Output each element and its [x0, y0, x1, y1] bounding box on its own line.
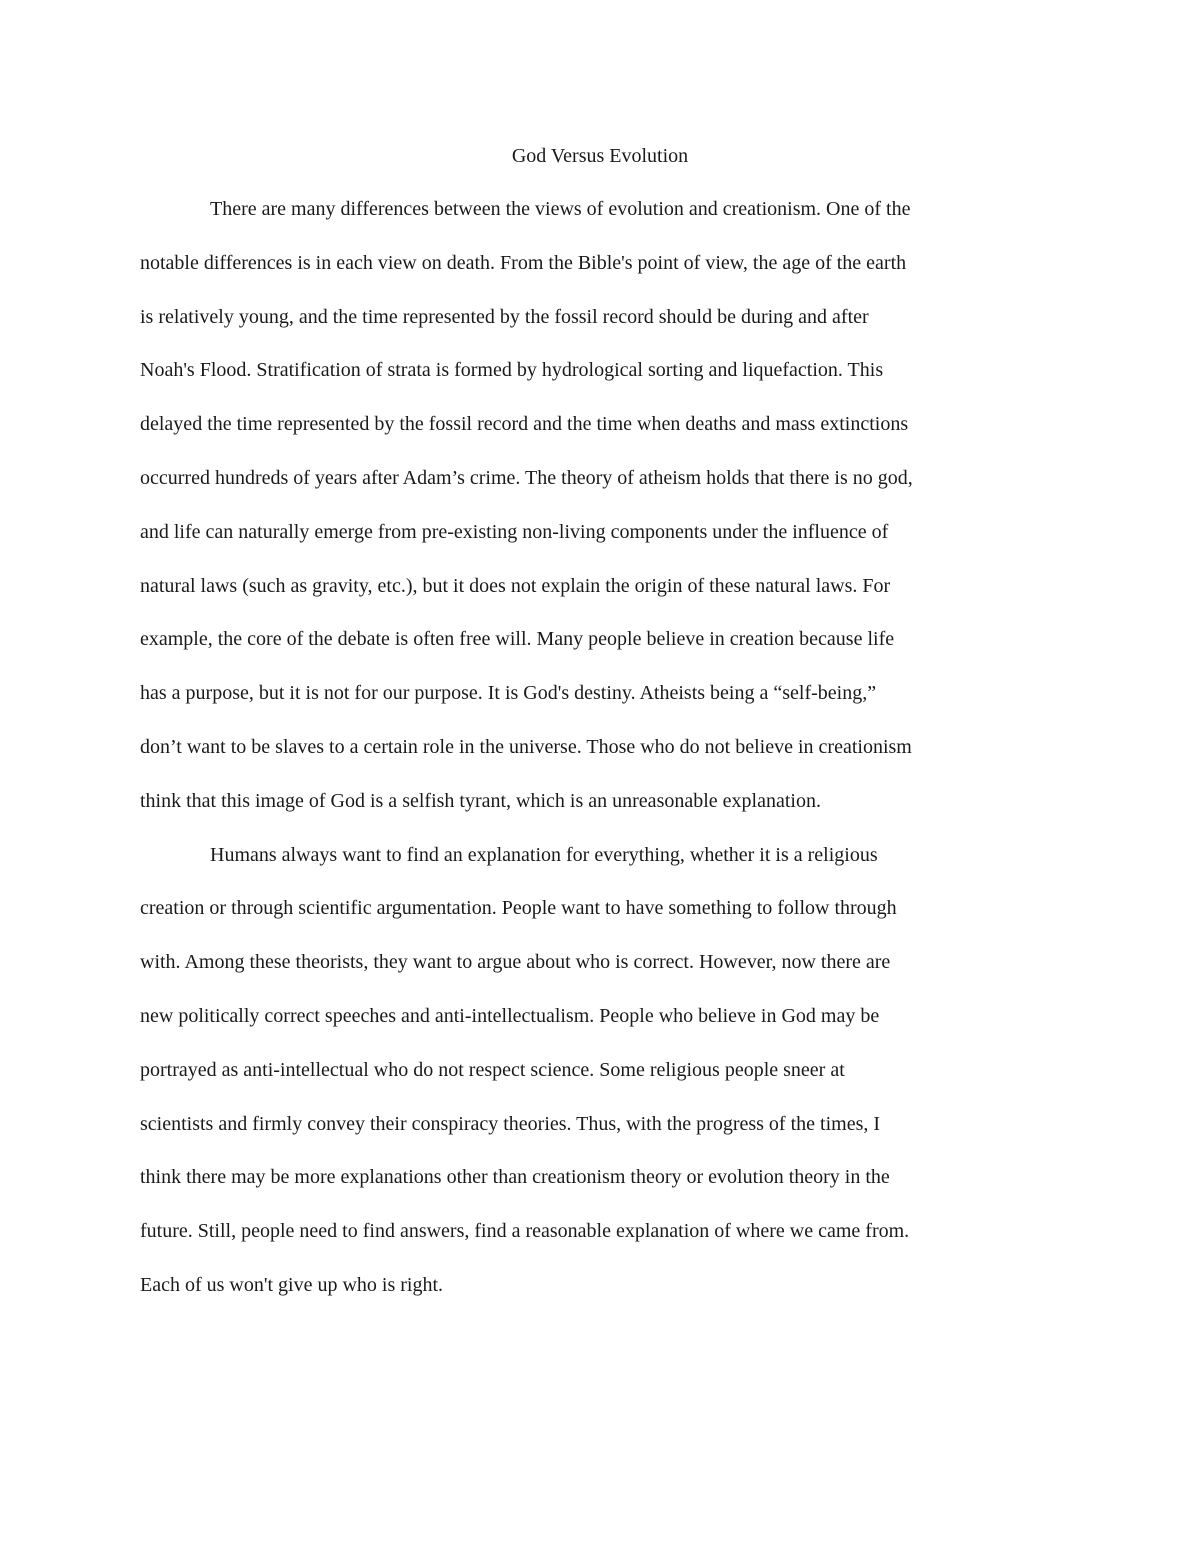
text-line: There are many differences between the views of evolution and creationism. One of the [210, 198, 911, 220]
text-line: has a purpose, but it is not for our purpose. It is God's destiny. Atheists being a “self-being,” [140, 682, 877, 705]
text-line: scientists and firmly convey their conspiracy theories. Thus, with the progress of the times, I [140, 1112, 881, 1135]
text-line: notable differences is in each view on death. From the Bible's point of view, the age of the earth [140, 251, 907, 274]
document-body [140, 183, 1060, 1313]
text-line: don’t want to be slaves to a certain role in the universe. Those who do not believe in creationism [140, 735, 912, 758]
text-line: delayed the time represented by the fossil record and the time when deaths and mass extinctions [140, 413, 909, 436]
document-title: God Versus Evolution [511, 145, 689, 167]
text-line: occurred hundreds of years after Adam’s crime. The theory of atheism holds that there is no god, [140, 466, 913, 489]
text-line: creation or through scientific argumentation. People want to have something to follow through [140, 897, 897, 920]
paragraph-1 [140, 183, 1060, 829]
text-line: Each of us won't give up who is right. [140, 1273, 444, 1296]
text-line: and life can naturally emerge from pre-existing non-living components under the influence of [140, 520, 889, 543]
text-line: Humans always want to find an explanation for everything, whether it is a religious [210, 843, 878, 866]
text-line: is relatively young, and the time represented by the fossil record should be during and after [140, 305, 869, 328]
text-line: future. Still, people need to find answers, find a reasonable explanation of where we came from. [140, 1220, 910, 1243]
text-line: Noah's Flood. Stratification of strata is formed by hydrological sorting and liquefaction. This [140, 359, 884, 382]
text-line: example, the core of the debate is often free will. Many people believe in creation because life [140, 628, 895, 651]
text-line: with. Among these theorists, they want to argue about who is correct. However, now there are [140, 951, 891, 974]
text-line: think that this image of God is a selfish tyrant, which is an unreasonable explanation. [140, 789, 821, 812]
text-line: new politically correct speeches and anti-intellectualism. People who believe in God may be [140, 1004, 880, 1027]
text-line: portrayed as anti-intellectual who do not respect science. Some religious people sneer at [140, 1058, 845, 1081]
text-line: natural laws (such as gravity, etc.), but it does not explain the origin of these natural laws. For [140, 574, 891, 597]
paragraph-2 [140, 829, 1060, 1313]
text-line: think there may be more explanations other than creationism theory or evolution theory in the [140, 1166, 890, 1189]
